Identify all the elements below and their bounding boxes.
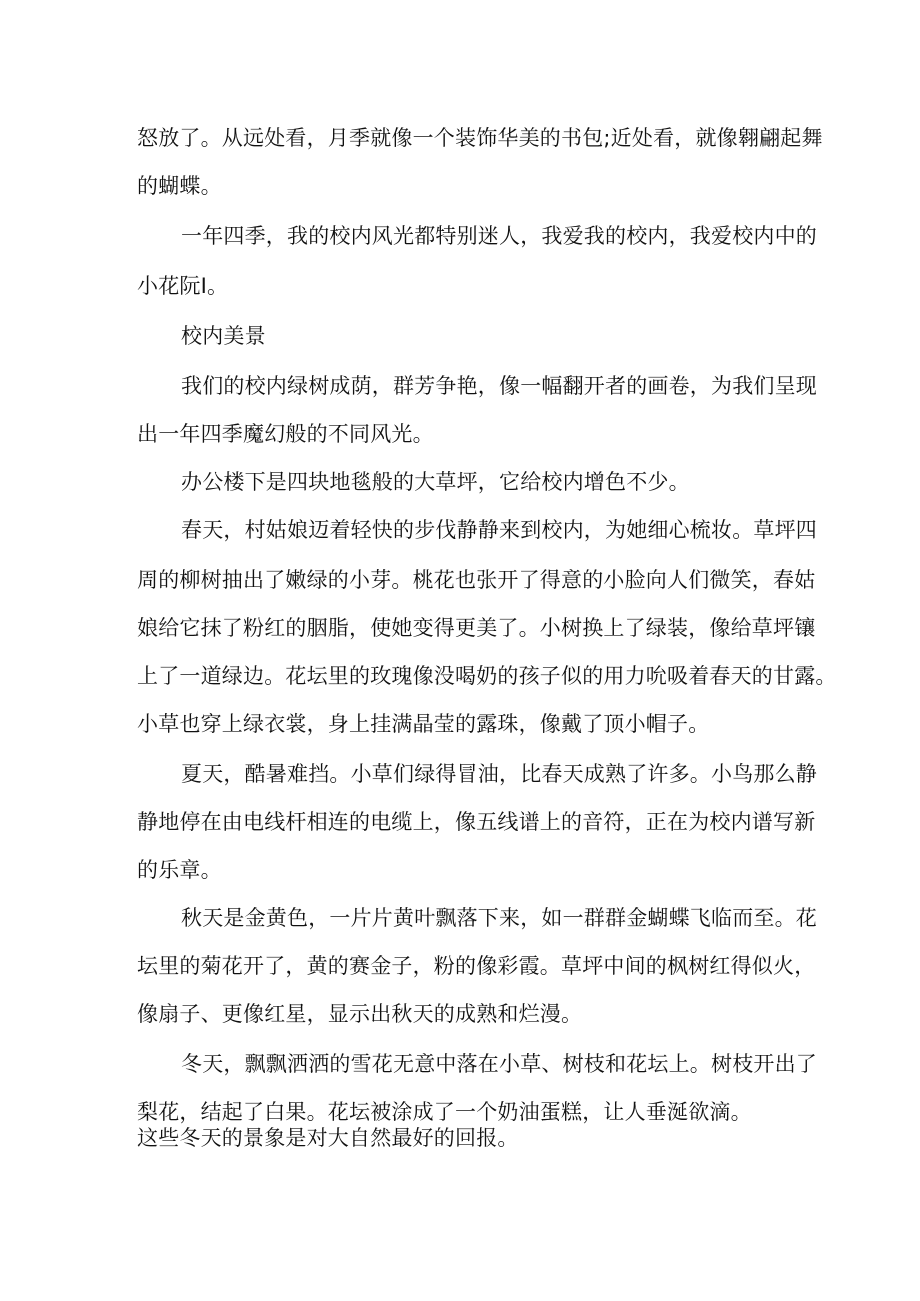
text-line: 小草也穿上绿衣裳，身上挂满晶莹的露珠，像戴了顶小帽子。 [137, 712, 710, 736]
text-line: 的乐章。 [137, 858, 222, 882]
section-heading: 校内美景 [181, 324, 266, 348]
text-line: 坛里的菊花开了，黄的赛金子，粉的像彩霞。草坪中间的枫树红得似火， [137, 954, 816, 978]
paragraph-start: 冬天，飘飘洒洒的雪花无意中落在小草、树枝和花坛上。树枝开出了 [181, 1052, 817, 1076]
text-line: 周的柳树抽出了嫩绿的小芽。桃花也张开了得意的小脸向人们微笑，春姑 [137, 568, 816, 592]
paragraph-start: 我们的校内绿树成荫，群芳争艳，像一幅翻开者的画卷，为我们呈现 [181, 374, 817, 398]
paragraph-start: 春天，村姑娘迈着轻快的步伐静静来到校内，为她细心梳妆。草坪四 [181, 518, 817, 542]
paragraph-start: 夏天，酷暑难挡。小草们绿得冒油，比春天成熟了许多。小鸟那么静 [181, 762, 817, 786]
text-line: 小花阮I。 [137, 274, 229, 298]
paragraph-start: 办公楼下是四块地毯般的大草坪，它给校内增色不少。 [181, 470, 690, 494]
text-line: 静地停在由电线杆相连的电缆上，像五线谱上的音符，正在为校内谱写新 [137, 810, 816, 834]
text-line: 娘给它抹了粉红的胭脂，使她变得更美了。小树换上了绿装，像给草坪镶 [137, 616, 816, 640]
text-line: 出一年四季魔幻般的不同风光。 [137, 422, 434, 446]
text-line: 上了一道绿边。花坛里的玫瑰像没喝奶的孩子似的用力吮吸着春天的甘露。 [137, 664, 837, 688]
text-line: 梨花，结起了白果。花坛被涂成了一个奶油蛋糕，让人垂涎欲滴。 [137, 1100, 752, 1124]
text-line: 怒放了。从远处看，月季就像一个装饰华美的书包;近处看，就像翱翩起舞 [137, 126, 823, 150]
text-line: 像扇子、更像红星，显示出秋天的成熟和烂漫。 [137, 1002, 583, 1026]
text-line: 的蝴蝶。 [137, 174, 222, 198]
paragraph-start: 一年四季，我的校内风光都特别迷人，我爱我的校内，我爱校内中的 [181, 224, 817, 248]
paragraph-start: 秋天是金黄色，一片片黄叶飘落下来，如一群群金蝴蝶飞临而至。花 [181, 906, 817, 930]
text-line: 这些冬天的景象是对大自然最好的回报。 [137, 1126, 519, 1150]
